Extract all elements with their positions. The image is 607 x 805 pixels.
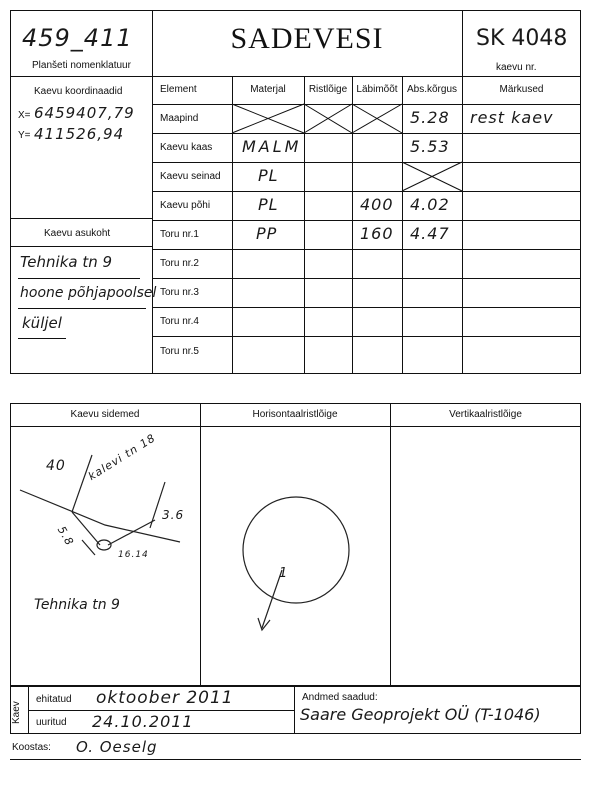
header-materjal: Materjal — [250, 84, 286, 95]
row-label: Kaevu põhi — [160, 200, 211, 211]
y-label: Y= — [18, 130, 31, 141]
cell-materjal-kaas: MALM — [242, 137, 302, 156]
street-line — [20, 490, 180, 542]
cell-labimoot-toru1: 160 — [360, 224, 394, 243]
x-value: 6459407,79 — [34, 104, 135, 122]
header-labimoot: Läbimõõt — [356, 84, 398, 95]
location-line-3: küljel — [22, 314, 62, 332]
well-id: SK 4048 — [476, 26, 568, 51]
row-label: Toru nr.2 — [160, 258, 199, 269]
page-title: SADEVESI — [230, 22, 384, 55]
sketch-distance-1614: 16.14 — [118, 550, 149, 560]
coordinates-label: Kaevu koordinaadid — [34, 86, 123, 97]
measure-line — [82, 540, 95, 555]
header-abs-korgus: Abs.kõrgus — [406, 84, 458, 95]
sketch-street-label: kalevi tn 18 — [86, 431, 159, 484]
footer-side-label: Kaev — [11, 701, 22, 724]
well-id-label: kaevu nr. — [496, 62, 537, 73]
x-label: X= — [18, 110, 31, 121]
location-line-2: hoone põhjapoolsel — [20, 285, 157, 301]
row-label: Maapind — [160, 113, 199, 124]
cell-materjal-toru1: PP — [256, 224, 278, 243]
measured-label: uuritud — [36, 717, 67, 728]
cell-abs-kaas: 5.53 — [410, 137, 450, 156]
header-ristloige: Ristlõige — [308, 84, 348, 95]
sketch-distance-58: 5.8 — [54, 524, 77, 549]
cell-abs-toru1: 4.47 — [410, 224, 450, 243]
sketch-address: Tehnika tn 9 — [34, 597, 120, 613]
data-from-label: Andmed saadud: — [302, 692, 378, 703]
header-markused: Märkused — [499, 84, 544, 95]
measure-line — [72, 455, 92, 512]
sketch-col3-label: Vertikaalristlõige — [449, 409, 522, 420]
horizontal-section-circle — [243, 497, 349, 603]
row-label: Toru nr.4 — [160, 316, 199, 327]
horizontal-section-mark: 1 — [279, 566, 289, 581]
sketch-distance-40: 40 — [46, 458, 66, 474]
built-value: oktoober 2011 — [96, 688, 234, 708]
author-value: O. Oeselg — [76, 738, 158, 756]
sketch-distance-36: 3.6 — [162, 508, 185, 522]
cell-markused-maapind: rest kaev — [470, 108, 554, 127]
cell-materjal-pohi: PL — [258, 195, 279, 214]
built-label: ehitatud — [36, 694, 72, 705]
footer-row-divider — [28, 710, 294, 711]
cell-abs-maapind: 5.28 — [410, 108, 450, 127]
location-line-1: Tehnika tn 9 — [20, 253, 113, 271]
cell-labimoot-pohi: 400 — [360, 195, 394, 214]
sketch-col1-label: Kaevu sidemed — [70, 409, 140, 420]
row-label: Kaevu seinad — [160, 171, 221, 182]
author-label: Koostas: — [12, 742, 51, 753]
footer-mid-divider — [294, 686, 295, 734]
data-from-value: Saare Geoprojekt OÜ (T-1046) — [300, 705, 541, 724]
location-label: Kaevu asukoht — [44, 228, 111, 239]
measure-line — [108, 520, 155, 545]
measured-value: 24.10.2011 — [92, 712, 194, 731]
y-value: 411526,94 — [34, 125, 125, 143]
row-label: Toru nr.5 — [160, 346, 199, 357]
author-line — [10, 759, 581, 760]
row-label: Kaevu kaas — [160, 142, 213, 153]
cell-abs-pohi: 4.02 — [410, 195, 450, 214]
sketch-col2-label: Horisontaalristlõige — [252, 409, 338, 420]
sheet-label: Planšeti nomenklatuur — [32, 60, 131, 71]
sheet-number: 459_411 — [22, 24, 133, 52]
row-label: Toru nr.1 — [160, 229, 199, 240]
cell-materjal-seinad: PL — [258, 166, 279, 185]
header-element: Element — [160, 84, 197, 95]
row-label: Toru nr.3 — [160, 287, 199, 298]
